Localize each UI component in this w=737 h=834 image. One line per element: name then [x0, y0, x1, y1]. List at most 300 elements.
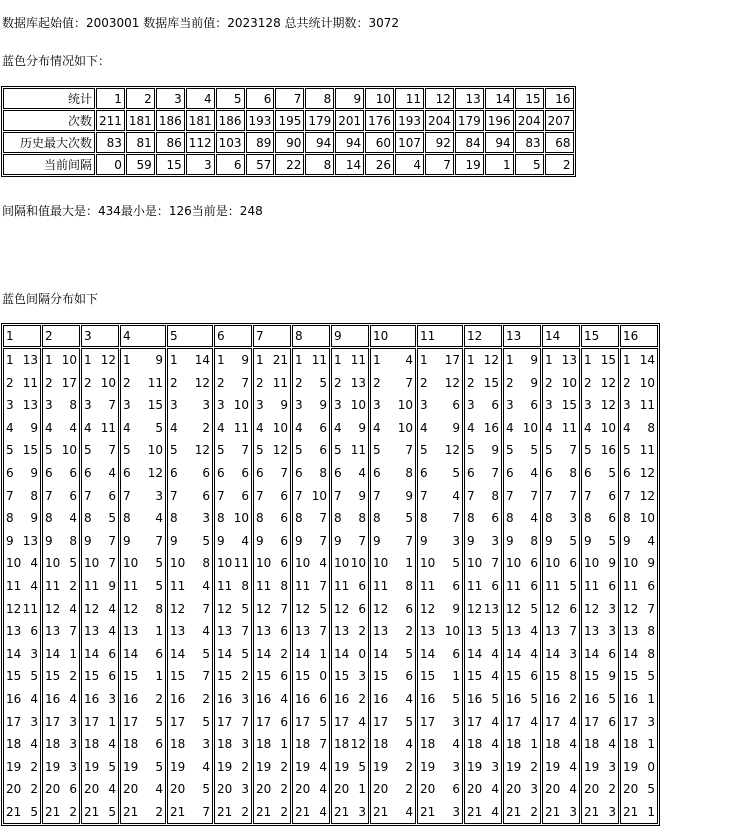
interval-column-cell	[42, 348, 80, 824]
interval-count: 5	[569, 533, 577, 548]
interval-count: 3	[452, 714, 460, 729]
interval-pair	[170, 507, 210, 530]
interval-value: 16	[545, 691, 561, 706]
interval-value: 16	[217, 691, 233, 706]
interval-count: 5	[319, 375, 327, 390]
interval-pair	[420, 552, 460, 575]
interval-column-cell	[120, 348, 166, 824]
interval-value: 11	[45, 578, 61, 593]
interval-count: 2	[202, 420, 210, 435]
interval-value: 20	[467, 782, 483, 797]
interval-count: 4	[108, 465, 116, 480]
interval-value: 10	[170, 556, 186, 571]
interval-value: 6	[334, 465, 342, 480]
interval-count: 5	[108, 804, 116, 819]
interval-value: 12	[123, 601, 139, 616]
interval-count: 4	[358, 714, 366, 729]
interval-count: 6	[452, 578, 460, 593]
interval-pair	[334, 733, 366, 756]
stats-column-header: 16	[545, 88, 574, 109]
interval-pair	[170, 643, 210, 666]
interval-count: 8	[358, 511, 366, 526]
interval-count: 3	[202, 737, 210, 752]
interval-value: 15	[584, 669, 600, 684]
interval-value: 11	[334, 578, 350, 593]
interval-count: 6	[530, 556, 538, 571]
interval-pair	[623, 620, 655, 643]
interval-count: 3	[569, 511, 577, 526]
stats-cell: 211	[96, 110, 125, 131]
interval-pair	[6, 620, 38, 643]
interval-count: 6	[491, 578, 499, 593]
interval-value: 10	[217, 556, 233, 571]
interval-value: 12	[170, 601, 186, 616]
interval-value: 12	[217, 601, 233, 616]
interval-count: 10	[639, 511, 655, 526]
interval-pair	[45, 665, 77, 688]
interval-count: 4	[530, 465, 538, 480]
interval-value: 12	[256, 601, 272, 616]
interval-count: 4	[202, 759, 210, 774]
interval-count: 4	[30, 737, 38, 752]
interval-pair	[6, 756, 38, 779]
stats-column-header: 1	[96, 88, 125, 109]
interval-pair	[506, 462, 538, 485]
interval-count: 8	[569, 465, 577, 480]
interval-pair	[506, 394, 538, 417]
interval-count: 3	[202, 398, 210, 413]
interval-pair	[84, 552, 116, 575]
interval-count: 3	[202, 511, 210, 526]
interval-value: 18	[256, 737, 272, 752]
interval-pair	[84, 417, 116, 440]
interval-count: 10	[100, 375, 116, 390]
interval-count: 13	[22, 398, 38, 413]
interval-count: 12	[639, 465, 655, 480]
interval-value: 2	[420, 375, 428, 390]
interval-value: 11	[373, 578, 389, 593]
interval-pair	[256, 620, 288, 643]
interval-pair	[545, 349, 577, 372]
interval-column-header: 1	[3, 325, 41, 347]
interval-count: 1	[452, 669, 460, 684]
interval-pair	[84, 778, 116, 801]
interval-pair	[506, 575, 538, 598]
stats-column-header: 13	[455, 88, 484, 109]
interval-column-cell	[253, 348, 291, 824]
interval-count: 9	[530, 375, 538, 390]
interval-pair	[334, 349, 366, 372]
interval-count: 13	[22, 533, 38, 548]
interval-pair	[45, 372, 77, 395]
interval-pair	[295, 620, 327, 643]
interval-pair	[623, 507, 655, 530]
interval-pair	[123, 485, 163, 508]
interval-value: 5	[584, 443, 592, 458]
interval-column-header: 13	[503, 325, 541, 347]
stats-cell: 196	[485, 110, 514, 131]
interval-count: 7	[405, 375, 413, 390]
interval-pair	[295, 711, 327, 734]
stats-cell: 186	[156, 110, 185, 131]
stats-cell: 86	[156, 132, 185, 153]
interval-count: 9	[491, 443, 499, 458]
interval-pair	[623, 530, 655, 553]
interval-count: 11	[639, 443, 655, 458]
interval-pair	[45, 756, 77, 779]
interval-pair	[420, 507, 460, 530]
interval-value: 6	[584, 465, 592, 480]
interval-count: 8	[647, 420, 655, 435]
interval-count: 5	[491, 624, 499, 639]
interval-pair	[506, 778, 538, 801]
interval-pair	[217, 394, 249, 417]
interval-count: 5	[69, 556, 77, 571]
interval-pair	[170, 801, 210, 824]
interval-value: 18	[6, 737, 22, 752]
interval-count: 4	[452, 737, 460, 752]
interval-count: 1	[530, 737, 538, 752]
interval-value: 19	[373, 759, 389, 774]
interval-value: 1	[623, 353, 631, 367]
interval-value: 13	[506, 624, 522, 639]
interval-column-cell	[542, 348, 580, 824]
interval-count: 7	[569, 443, 577, 458]
stats-cell: 6	[216, 154, 245, 175]
interval-pair	[584, 417, 616, 440]
interval-count: 7	[280, 601, 288, 616]
stats-cell: 0	[96, 154, 125, 175]
interval-value: 13	[623, 624, 639, 639]
interval-pair	[217, 620, 249, 643]
interval-count: 3	[30, 714, 38, 729]
interval-value: 15	[256, 669, 272, 684]
interval-count: 6	[241, 488, 249, 503]
interval-value: 14	[6, 646, 22, 661]
interval-count: 7	[319, 624, 327, 639]
interval-pair	[420, 530, 460, 553]
interval-pair	[217, 711, 249, 734]
interval-count: 0	[358, 646, 366, 661]
interval-count: 5	[241, 646, 249, 661]
interval-pair	[373, 462, 413, 485]
interval-value: 21	[217, 804, 233, 819]
interval-count: 1	[155, 624, 163, 639]
interval-value: 10	[295, 556, 311, 571]
interval-count: 12	[444, 443, 460, 458]
interval-pair	[295, 552, 327, 575]
interval-value: 1	[6, 353, 14, 367]
interval-column-header: 2	[42, 325, 80, 347]
interval-pair	[467, 372, 499, 395]
interval-count: 4	[319, 804, 327, 819]
interval-column-cell	[3, 348, 41, 824]
interval-column-header: 12	[464, 325, 502, 347]
stats-cell: 112	[186, 132, 215, 153]
interval-value: 21	[170, 804, 186, 819]
interval-value: 18	[45, 737, 61, 752]
interval-pair	[123, 394, 163, 417]
interval-count: 8	[491, 488, 499, 503]
interval-count: 13	[350, 375, 366, 390]
interval-pair	[545, 552, 577, 575]
interval-value: 1	[256, 353, 264, 367]
interval-count: 14	[194, 353, 210, 367]
interval-count: 0	[647, 759, 655, 774]
interval-pair	[584, 372, 616, 395]
interval-value: 6	[545, 465, 553, 480]
interval-count: 8	[405, 465, 413, 480]
interval-value: 18	[334, 737, 350, 752]
interval-count: 9	[30, 511, 38, 526]
interval-pair	[45, 507, 77, 530]
interval-count: 6	[202, 488, 210, 503]
interval-count: 3	[491, 533, 499, 548]
interval-pair	[334, 620, 366, 643]
interval-pair	[623, 688, 655, 711]
interval-value: 21	[45, 804, 61, 819]
interval-value: 17	[467, 714, 483, 729]
interval-count: 2	[241, 804, 249, 819]
interval-pair	[623, 711, 655, 734]
interval-value: 21	[123, 804, 139, 819]
interval-pair	[170, 394, 210, 417]
interval-value: 7	[256, 488, 264, 503]
interval-pair	[45, 394, 77, 417]
interval-count: 2	[405, 782, 413, 797]
interval-value: 15	[217, 669, 233, 684]
interval-value: 13	[373, 624, 389, 639]
interval-count: 4	[358, 465, 366, 480]
interval-value: 17	[170, 714, 186, 729]
interval-count: 4	[319, 759, 327, 774]
interval-value: 9	[84, 533, 92, 548]
interval-pair	[170, 552, 210, 575]
interval-count: 7	[319, 578, 327, 593]
interval-pair	[506, 439, 538, 462]
interval-count: 7	[530, 488, 538, 503]
interval-pair	[123, 620, 163, 643]
interval-value: 13	[6, 624, 22, 639]
interval-value: 17	[623, 714, 639, 729]
interval-value: 2	[6, 375, 14, 390]
interval-pair	[84, 643, 116, 666]
stats-cell: 1	[485, 154, 514, 175]
interval-value: 18	[584, 737, 600, 752]
interval-pair	[623, 372, 655, 395]
interval-pair	[467, 598, 499, 621]
interval-pair	[467, 552, 499, 575]
interval-pair	[584, 485, 616, 508]
interval-count: 4	[491, 646, 499, 661]
interval-count: 4	[491, 714, 499, 729]
stats-cell: 92	[425, 132, 454, 153]
interval-pair	[420, 688, 460, 711]
interval-value: 1	[123, 353, 131, 367]
interval-count: 1	[280, 737, 288, 752]
interval-count: 6	[241, 465, 249, 480]
interval-value: 17	[6, 714, 22, 729]
interval-count: 9	[608, 556, 616, 571]
stats-row	[3, 154, 574, 175]
interval-pair	[623, 756, 655, 779]
interval-pair	[623, 665, 655, 688]
interval-count: 7	[491, 465, 499, 480]
interval-count: 7	[452, 511, 460, 526]
interval-count: 2	[155, 804, 163, 819]
interval-value: 2	[170, 375, 178, 390]
interval-pair	[256, 778, 288, 801]
interval-count: 8	[155, 601, 163, 616]
interval-pair	[170, 462, 210, 485]
interval-pair	[295, 417, 327, 440]
interval-pair	[256, 598, 288, 621]
interval-count: 1	[155, 669, 163, 684]
interval-value: 21	[506, 804, 522, 819]
interval-header-row	[3, 325, 658, 347]
interval-pair	[45, 711, 77, 734]
interval-value: 9	[123, 533, 131, 548]
interval-pair	[545, 665, 577, 688]
interval-pair	[467, 643, 499, 666]
interval-count: 6	[69, 782, 77, 797]
interval-pair	[256, 349, 288, 372]
interval-count: 5	[155, 759, 163, 774]
interval-value: 10	[6, 556, 22, 571]
interval-value: 7	[84, 488, 92, 503]
interval-column-cell	[292, 348, 330, 824]
interval-value: 3	[295, 398, 303, 413]
interval-pair	[584, 801, 616, 824]
interval-count: 10	[272, 420, 288, 435]
interval-pair	[6, 643, 38, 666]
interval-value: 13	[84, 624, 100, 639]
interval-value: 14	[170, 646, 186, 661]
interval-value: 20	[123, 782, 139, 797]
interval-pair	[467, 756, 499, 779]
interval-value: 20	[217, 782, 233, 797]
interval-pair	[84, 665, 116, 688]
interval-count: 3	[491, 759, 499, 774]
interval-count: 6	[608, 646, 616, 661]
interval-value: 1	[545, 353, 553, 367]
interval-value: 4	[84, 420, 92, 435]
interval-value: 1	[170, 353, 178, 367]
interval-pair	[217, 372, 249, 395]
interval-value: 16	[170, 691, 186, 706]
interval-count: 4	[69, 691, 77, 706]
interval-value: 6	[623, 465, 631, 480]
interval-value: 12	[84, 601, 100, 616]
stats-cell: 186	[216, 110, 245, 131]
interval-pair	[256, 665, 288, 688]
interval-pair	[217, 485, 249, 508]
interval-pair	[545, 643, 577, 666]
interval-value: 8	[506, 511, 514, 526]
interval-pair	[506, 620, 538, 643]
interval-pair	[373, 598, 413, 621]
interval-pair	[6, 688, 38, 711]
interval-value: 9	[334, 533, 342, 548]
interval-value: 12	[295, 601, 311, 616]
interval-column-cell	[464, 348, 502, 824]
interval-value: 1	[334, 353, 342, 367]
interval-value: 17	[420, 714, 436, 729]
interval-value: 7	[467, 488, 475, 503]
interval-pair	[467, 801, 499, 824]
interval-value: 2	[506, 375, 514, 390]
interval-value: 17	[545, 714, 561, 729]
interval-pair	[295, 575, 327, 598]
interval-pair	[373, 756, 413, 779]
stats-cell: 83	[515, 132, 544, 153]
interval-value: 15	[45, 669, 61, 684]
interval-value: 6	[256, 465, 264, 480]
interval-value: 19	[623, 759, 639, 774]
interval-value: 14	[584, 646, 600, 661]
interval-pair	[373, 485, 413, 508]
interval-count: 3	[30, 646, 38, 661]
interval-value: 15	[467, 669, 483, 684]
interval-count: 4	[155, 782, 163, 797]
interval-count: 11	[350, 443, 366, 458]
interval-pair	[295, 372, 327, 395]
interval-value: 9	[506, 533, 514, 548]
interval-pair	[420, 439, 460, 462]
interval-value: 15	[6, 669, 22, 684]
interval-value: 5	[420, 443, 428, 458]
interval-pair	[420, 733, 460, 756]
interval-count: 7	[202, 804, 210, 819]
interval-value: 8	[334, 511, 342, 526]
interval-pair	[6, 417, 38, 440]
interval-count: 6	[530, 578, 538, 593]
interval-pair	[84, 801, 116, 824]
interval-pair	[123, 665, 163, 688]
interval-value: 2	[123, 375, 131, 390]
interval-value: 12	[6, 601, 22, 616]
interval-pair	[217, 575, 249, 598]
interval-count: 4	[108, 624, 116, 639]
interval-count: 4	[108, 601, 116, 616]
interval-pair	[45, 575, 77, 598]
interval-value: 6	[45, 465, 53, 480]
interval-value: 10	[123, 556, 139, 571]
interval-count: 3	[241, 691, 249, 706]
interval-pair	[123, 778, 163, 801]
interval-value: 9	[623, 533, 631, 548]
interval-pair	[123, 417, 163, 440]
interval-pair	[217, 507, 249, 530]
interval-pair	[420, 620, 460, 643]
interval-value: 12	[545, 601, 561, 616]
interval-column-header: 3	[81, 325, 119, 347]
interval-value: 14	[545, 646, 561, 661]
interval-value: 10	[373, 556, 389, 571]
interval-pair	[6, 598, 38, 621]
interval-value: 11	[420, 578, 436, 593]
interval-value: 2	[623, 375, 631, 390]
interval-count: 11	[233, 556, 249, 571]
interval-column-cell	[417, 348, 463, 824]
interval-value: 8	[6, 511, 14, 526]
stats-column-header: 2	[126, 88, 155, 109]
interval-pair	[373, 394, 413, 417]
interval-value: 16	[420, 691, 436, 706]
interval-pair	[295, 643, 327, 666]
interval-count: 4	[108, 737, 116, 752]
stats-cell: 94	[305, 132, 334, 153]
